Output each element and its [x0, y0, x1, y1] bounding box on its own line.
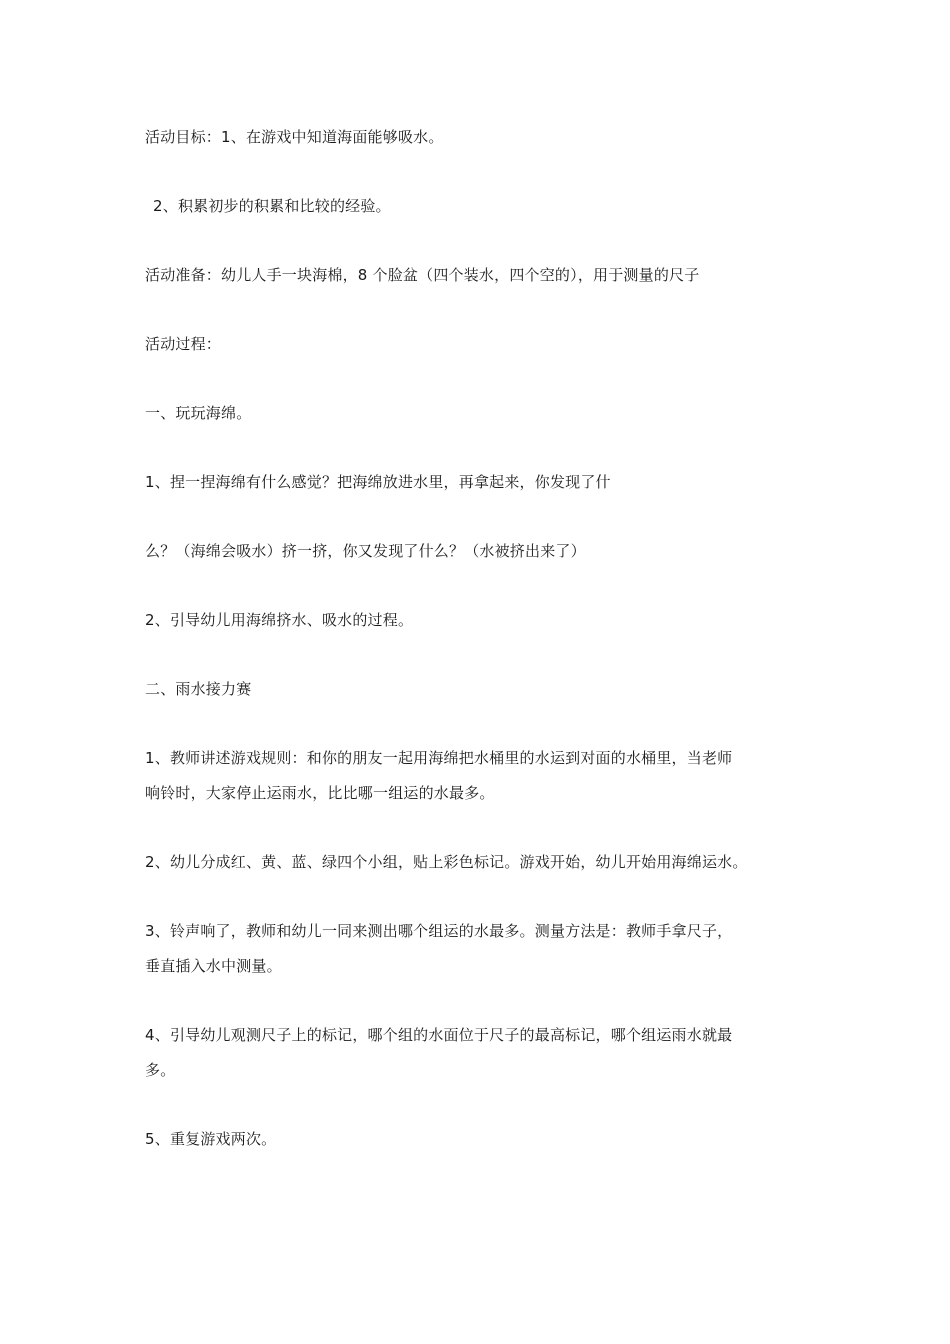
section-two-step-5: 5、重复游戏两次。 [145, 1130, 277, 1148]
section-one-step-1a: 1、捏一捏海绵有什么感觉？把海绵放进水里，再拿起来，你发现了什 [145, 473, 611, 491]
section-two-step-1b: 响铃时，大家停止运雨水，比比哪一组运的水最多。 [145, 784, 495, 802]
section-two-step-3b: 垂直插入水中测量。 [145, 957, 282, 975]
section-two-heading: 二、雨水接力赛 [145, 680, 252, 698]
goal-line-1: 活动目标：1、在游戏中知道海面能够吸水。 [145, 128, 444, 146]
section-two-step-4a: 4、引导幼儿观测尺子上的标记，哪个组的水面位于尺子的最高标记，哪个组运雨水就最 [145, 1026, 733, 1044]
section-one-step-1b: 么？（海绵会吸水）挤一挤，你又发现了什么？（水被挤出来了） [145, 542, 586, 560]
section-two-step-2: 2、幼儿分成红、黄、蓝、绿四个小组，贴上彩色标记。游戏开始，幼儿开始用海绵运水。 [145, 853, 748, 871]
goal-line-2: 2、积累初步的积累和比较的经验。 [153, 197, 391, 215]
section-two-step-1a: 1、教师讲述游戏规则：和你的朋友一起用海绵把水桶里的水运到对面的水桶里，当老师 [145, 749, 733, 767]
section-two-step-3a: 3、铃声响了，教师和幼儿一同来测出哪个组运的水最多。测量方法是：教师手拿尺子， [145, 922, 733, 940]
preparation-line: 活动准备：幼儿人手一块海棉，8 个脸盆（四个装水，四个空的），用于测量的尺子 [145, 266, 700, 284]
section-one-step-2: 2、引导幼儿用海绵挤水、吸水的过程。 [145, 611, 414, 629]
section-two-step-4b: 多。 [145, 1061, 176, 1079]
section-one-heading: 一、玩玩海绵。 [145, 404, 252, 422]
process-heading: 活动过程： [145, 335, 222, 353]
